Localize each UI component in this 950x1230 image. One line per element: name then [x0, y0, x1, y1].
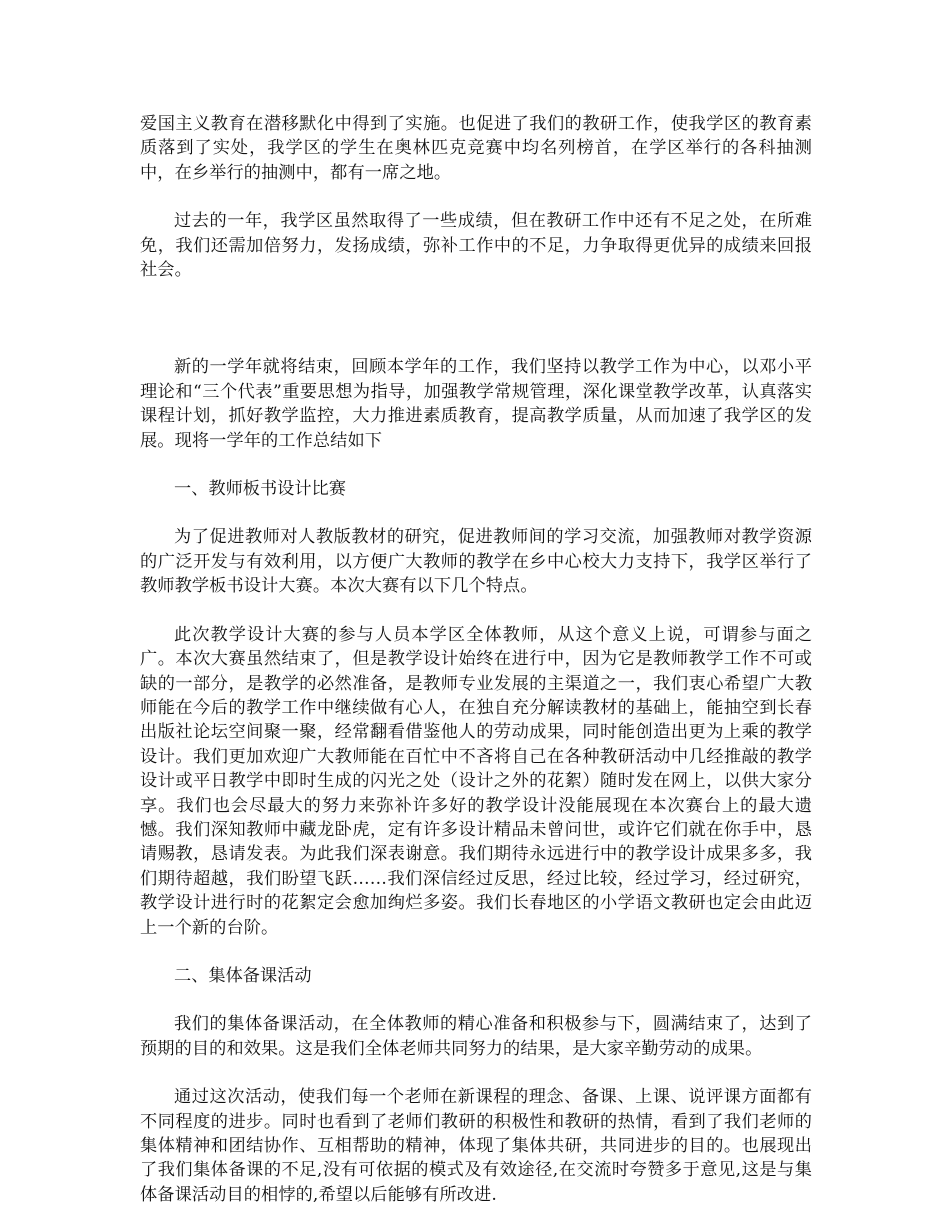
paragraph-spacer — [140, 940, 812, 964]
paragraph-new-year-intro: 新的一学年就将结束，回顾本学年的工作，我们坚持以教学工作为中心，以邓小平理论和“三个代表”重要思想为指导，加强教学常规管理，深化课堂教学改革，认真落实课程计划，抓好教学监控，大力推进素质教育，提高教学质量，从而加速了我学区的发展。现将一学年的工作总结如下 — [140, 357, 812, 451]
paragraph-spacer — [140, 1061, 812, 1085]
paragraph-spacer — [140, 599, 812, 623]
paragraph-lesson-prep-result: 我们的集体备课活动，在全体教师的精心准备和积极参与下，圆满结束了，达到了预期的目的和效果。这是我们全体老师共同努力的结果，是大家辛勤劳动的成果。 — [140, 1014, 812, 1059]
paragraph-spacer — [140, 453, 812, 477]
paragraph-past-year: 过去的一年，我学区虽然取得了一些成绩，但在教研工作中还有不足之处，在所难免，我们还需加倍努力，发扬成绩，弥补工作中的不足，力争取得更优异的成绩来回报社会。 — [140, 211, 812, 281]
section-spacer — [140, 282, 812, 355]
paragraph-contest-details: 此次教学设计大赛的参与人员本学区全体教师，从这个意义上说，可谓参与面之广。本次大赛虽然结束了，但是教学设计始终在进行中，因为它是教师教学工作不可或缺的一部分，是教学的必然准备，是教师专业发展的主渠道之一，我们衷心希望广大教师能在今后的教学工作中继续做有心人，在独自充分解读教材的基础上，能抽空到长春出版社论坛空间聚一聚，经常翻看借鉴他人的劳动成果，同时能创造出更为上乘的教学设计。我们更加欢迎广大教师能在百忙中不吝将自己在各种教研活动中几经推敲的教学设计或平日教学中即时生成的闪光之处（设计之外的花絮）随时发在网上，以供大家分享。我们也会尽最大的努力来弥补许多好的教学设计没能展现在本次赛台上的最大遗憾。我们深知教师中藏龙卧虎，定有许多设计精品未曾问世，或许它们就在你手中，恳请赐教，恳请发表。为此我们深表谢意。我们期待永远进行中的教学设计成果多多，我们期待超越，我们盼望飞跃……我们深信经过反思，经过比较，经过学习，经过研究，教学设计进行时的花絮定会愈加绚烂多姿。我们长春地区的小学语文教研也定会由此迈上一个新的台阶。 — [140, 624, 812, 938]
paragraph-contest-purpose: 为了促进教师对人教版教材的研究，促进教师间的学习交流，加强教师对教学资源的广泛开发与有效利用，以方便广大教师的教学在乡中心校大力支持下，我学区举行了教师教学板书设计大赛。本次大赛有以下几个特点。 — [140, 527, 812, 597]
section-heading-blackboard-contest: 一、教师板书设计比赛 — [174, 479, 346, 500]
paragraph-spacer — [140, 988, 812, 1012]
paragraph-spacer — [140, 185, 812, 209]
paragraph-lesson-prep-reflection: 通过这次活动，使我们每一个老师在新课程的理念、备课、上课、说评课方面都有不同程度的进步。同时也看到了老师们教研的积极性和教研的热情，看到了我们老师的集体精神和团结协作、互相帮助的精神，体现了集体共研，共同进步的目的。也展现出了我们集体备课的不足,没有可依据的模式及有效途径,在交流时夸赞多于意见,这是与集体备课活动目的相悖的,希望以后能够有所改进. — [140, 1087, 812, 1205]
paragraph-spacer — [140, 501, 812, 525]
section-heading-collective-lesson-prep: 二、集体备课活动 — [174, 965, 312, 986]
paragraph-patriotic-education: 爱国主义教育在潜移默化中得到了实施。也促进了我们的教研工作，使我学区的教育素质落到了实处，我学区的学生在奥林匹克竞赛中均名列榜首，在学区举行的各科抽测中，在乡举行的抽测中，都有一席之地。 — [140, 114, 812, 183]
document-page — [140, 112, 812, 1207]
